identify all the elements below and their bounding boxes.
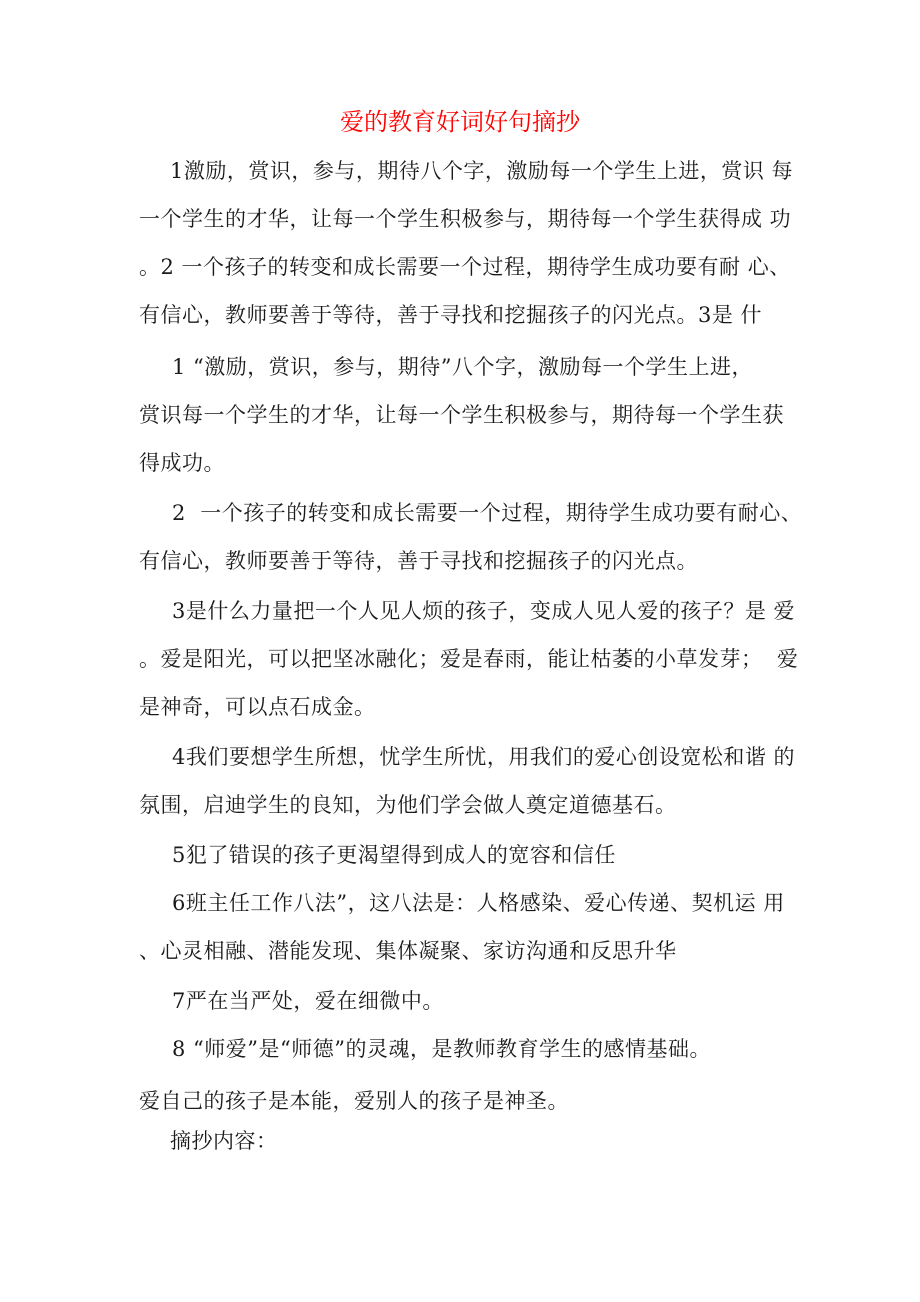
text-line: 5犯了错误的孩子更渴望得到成人的宽容和信任 [172, 843, 616, 867]
document-title: 爱的教育好词好句摘抄 [340, 108, 580, 136]
text-line: 1激励，赏识，参与，期待八个字，激励每一个学生上进，赏识 每 [170, 159, 794, 183]
text-line: 有信心，教师要善于等待，善于寻找和挖掘孩子的闪光点。 [139, 549, 698, 573]
text-line: 。爱是阳光，可以把坚冰融化；爱是春雨，能让枯萎的小草发芽； 爱 [139, 647, 799, 671]
text-line: 7严在当严处，爱在细微中。 [172, 989, 444, 1013]
text-line: 3是什么力量把一个人见人烦的孩子，变成人见人爱的孩子？是 爱 [172, 599, 796, 623]
text-line: 、心灵相融、潜能发现、集体凝聚、家访沟通和反思升华 [139, 939, 677, 963]
excerpt-label: 摘抄内容： [170, 1129, 278, 1153]
text-line: 6班主任工作八法”，这八法是：人格感染、爱心传递、契机运 用 [172, 891, 785, 915]
text-line: 爱自己的孩子是本能，爱别人的孩子是神圣。 [139, 1089, 569, 1113]
text-line: 氛围，启迪学生的良知，为他们学会做人奠定道德基石。 [139, 793, 677, 817]
text-line: 8 “师爱”是“师德”的灵魂，是教师教育学生的感情基础。 [172, 1037, 711, 1061]
text-line: 一个学生的才华，让每一个学生积极参与，期待每一个学生获得成 功 [139, 207, 792, 231]
text-line: 有信心，教师要善于等待，善于寻找和挖掘孩子的闪光点。3是 什 [139, 303, 763, 327]
text-line: 赏识每一个学生的才华，让每一个学生积极参与，期待每一个学生获 [139, 403, 784, 427]
text-line: 4我们要想学生所想，忧学生所忧，用我们的爱心创设宽松和谐 的 [172, 745, 796, 769]
text-line: 得成功。 [139, 451, 225, 475]
text-line: 1 “激励，赏识，参与，期待”八个字，激励每一个学生上进， [172, 355, 754, 379]
text-line: 是神奇，可以点石成金。 [139, 695, 376, 719]
text-line: 2 一个孩子的转变和成长需要一个过程，期待学生成功要有耐心、 [172, 501, 803, 525]
text-line: 。2 一个孩子的转变和成长需要一个过程，期待学生成功要有耐 心、 [139, 255, 791, 279]
